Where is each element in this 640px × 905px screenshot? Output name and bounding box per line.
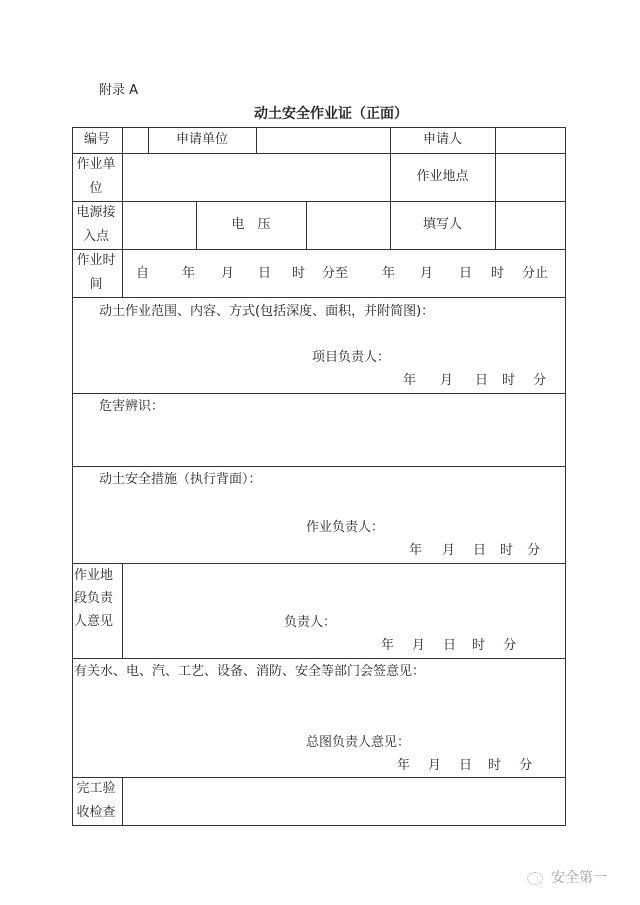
measures-signer: 作业负责人：	[306, 520, 385, 535]
time-part: 分至	[322, 266, 349, 281]
scope-signer: 项目负责人：	[312, 350, 391, 365]
section-signer: 负责人：	[284, 615, 337, 630]
time-part: 年	[182, 266, 196, 281]
time-part: 自	[136, 266, 150, 281]
work-unit-label: 作业单位	[76, 157, 116, 196]
divider	[256, 127, 257, 153]
work-unit-field[interactable]	[122, 153, 390, 201]
scope-date: 年 月 日 时 分	[403, 373, 547, 388]
power-point-label: 电源接入点	[76, 205, 116, 244]
section-date: 年 月 日 时 分	[381, 638, 517, 653]
work-location-field[interactable]	[495, 153, 565, 201]
work-time-label: 作业时间	[76, 253, 116, 292]
time-part: 日	[459, 266, 473, 281]
completion-label: 完工验收检查	[76, 781, 116, 820]
work-location-label: 作业地点	[416, 169, 469, 184]
time-part: 年	[382, 266, 396, 281]
number-label: 编号	[83, 132, 110, 147]
hazard-label: 危害辨识：	[99, 399, 165, 414]
filler-field[interactable]	[495, 201, 565, 249]
power-point-field[interactable]	[122, 201, 196, 249]
divider	[72, 466, 566, 467]
applicant-unit-label: 申请单位	[175, 132, 228, 147]
appendix-label: 附录 A	[99, 83, 139, 98]
time-part: 日	[258, 266, 272, 281]
measures-label: 动土安全措施（执行背面）：	[99, 472, 262, 487]
divider	[72, 297, 566, 298]
time-part: 月	[221, 266, 235, 281]
divider	[72, 563, 566, 564]
divider	[72, 249, 566, 250]
voltage-label: 电 压	[231, 217, 271, 232]
wechat-icon	[527, 872, 543, 885]
scope-label: 动土作业范围、内容、方式(包括深度、面积，并附简图)：	[99, 304, 435, 319]
time-part: 时	[491, 266, 505, 281]
divider	[72, 393, 566, 394]
countersign-label: 有关水、电、汽、工艺、设备、消防、安全等部门会签意见：	[74, 664, 426, 679]
time-part: 时	[292, 266, 306, 281]
countersign-signer: 总图负责人意见：	[306, 735, 411, 750]
measures-date: 年 月 日 时 分	[409, 543, 541, 558]
filler-label: 填写人	[422, 217, 462, 232]
applicant-label: 申请人	[422, 132, 462, 147]
time-part: 分止	[522, 266, 549, 281]
time-part: 月	[420, 266, 434, 281]
voltage-field[interactable]	[306, 201, 390, 249]
divider	[72, 658, 566, 659]
completion-field[interactable]	[122, 777, 565, 825]
section-label: 作业地段负责人意见	[74, 568, 114, 629]
countersign-date: 年 月 日 时 分	[397, 758, 533, 773]
watermark: 安全第一	[527, 870, 607, 886]
form-title: 动土安全作业证（正面）	[254, 106, 408, 122]
divider	[122, 563, 123, 658]
